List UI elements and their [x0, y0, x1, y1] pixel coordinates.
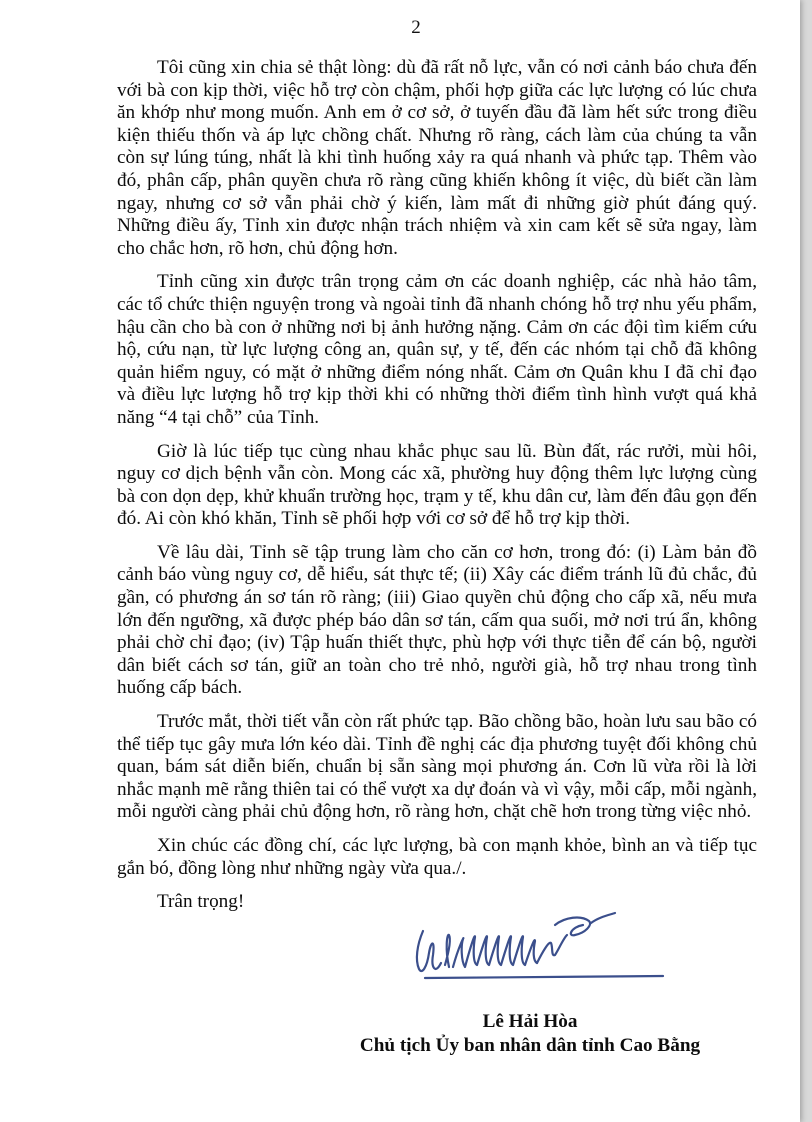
- letter-body: [117, 57, 757, 914]
- page-number: 2: [411, 17, 421, 38]
- closing-salutation: Trân trọng!: [157, 891, 245, 913]
- signer-name: Lê Hải Hòa: [482, 1011, 578, 1032]
- signer-title: Chủ tịch Ủy ban nhân dân tỉnh Cao Bằng: [359, 1035, 701, 1056]
- paragraph-long-term-plan: Về lâu dài, Tỉnh sẽ tập trung làm cho căn cơ hơn, trong đó: (i) Làm bản đồ cảnh báo vùng nguy cơ, dễ hiểu, sát thực tế; (ii) Xây các điểm tránh lũ đủ chắc, đủ gần, có phương án sơ tán rõ ràng; (iii) Giao quyền chủ động cho cấp xã, nếu mưa lớn đến ngưỡng, xã được phép báo dân sơ tán, cấm qua suối, mở nơi trú ẩn, không phải chờ chỉ đạo; (iv) Tập huấn thiết thực, phù hợp với thực tiễn để cán bộ, người dân biết cách sơ tán, giữ an toàn cho trẻ nhỏ, người già, hỗ trợ nhau trong tình huống cấp bách.: [117, 541, 757, 699]
- signature-icon: [405, 905, 675, 995]
- paragraph-weather-warning: Trước mắt, thời tiết vẫn còn rất phức tạp. Bão chồng bão, hoàn lưu sau bão có thể tiếp tục gây mưa lớn kéo dài. Tỉnh đề nghị các địa phương tuyệt đối không chủ quan, bám sát diễn biến, chuẩn bị sẵn sàng mọi phương án. Cơn lũ vừa rồi là lời nhắc mạnh mẽ rằng thiên tai có thể vượt xa dự đoán và vì vậy, mỗi cấp, mỗi ngành, mỗi người càng phải chủ động hơn, rõ ràng hơn, chặt chẽ hơn trong từng việc nhỏ.: [117, 711, 757, 823]
- paragraph-thanks: Tỉnh cũng xin được trân trọng cảm ơn các doanh nghiệp, các nhà hảo tâm, các tổ chức thiện nguyện trong và ngoài tỉnh đã nhanh chóng hỗ trợ nhu yếu phẩm, hậu cần cho bà con ở những nơi bị ảnh hưởng nặng. Cảm ơn các đội tìm kiếm cứu hộ, cứu nạn, từ lực lượng công an, quân sự, y tế, đến các nhóm tại chỗ đã không quản hiểm nguy, có mặt ở những điểm nóng nhất. Cảm ơn Quân khu I đã chỉ đạo và điều lực lượng hỗ trợ kịp thời khi có những thời điểm tình hình vượt quá khả năng “4 tại chỗ” của Tỉnh.: [117, 271, 757, 428]
- paragraph-acknowledgement: Tôi cũng xin chia sẻ thật lòng: dù đã rất nỗ lực, vẫn có nơi cảnh báo chưa đến với bà con kịp thời, việc hỗ trợ còn chậm, phối hợp giữa các lực lượng có lúc chưa ăn khớp như mong muốn. Anh em ở cơ sở, ở tuyến đầu đã làm hết sức trong điều kiện thiếu thốn và áp lực chồng chất. Nhưng rõ ràng, cách làm của chúng ta vẫn còn sự lúng túng, nhất là khi tình huống xảy ra quá nhanh và phức tạp. Thêm vào đó, phân cấp, phân quyền chưa rõ ràng cũng khiến không ít việc, dù biết cần làm ngay, nhưng cơ sở vẫn phải chờ ý kiến, làm mất đi những giờ phút đáng quý. Những điều ấy, Tỉnh xin được nhận trách nhiệm và xin cam kết sẽ sửa ngay, làm cho chắc hơn, rõ hơn, chủ động hơn.: [117, 57, 757, 259]
- signer-block: [240, 1010, 800, 1058]
- paragraph-wishes: Xin chúc các đồng chí, các lực lượng, bà con mạnh khỏe, bình an và tiếp tục gắn bó, đồng lòng như những ngày vừa qua./.: [117, 835, 757, 879]
- paragraph-recovery: Giờ là lúc tiếp tục cùng nhau khắc phục sau lũ. Bùn đất, rác rưởi, mùi hôi, nguy cơ dịch bệnh vẫn còn. Mong các xã, phường huy động thêm lực lượng cùng bà con dọn dẹp, khử khuẩn trường học, trạm y tế, khu dân cư, làm đến đâu gọn đến đó. Ai còn khó khăn, Tỉnh sẽ phối hợp với cơ sở để hỗ trợ kịp thời.: [117, 440, 757, 530]
